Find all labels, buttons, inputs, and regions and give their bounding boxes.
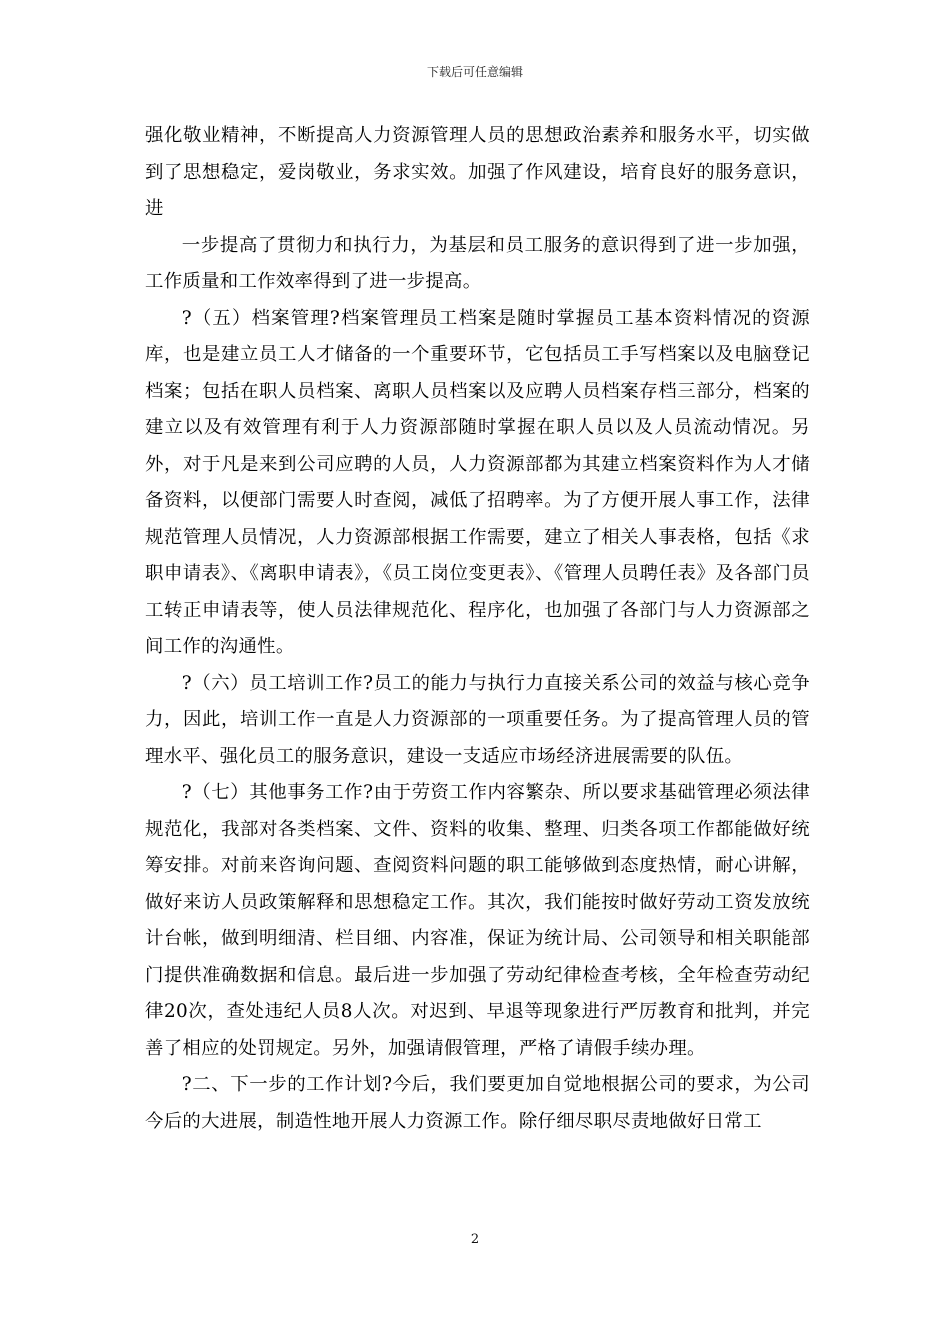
paragraph-staff-training: ?（六）员工培训工作?员工的能力与执行力直接关系公司的效益与核心竞争力，因此，培训工作一直是人力资源部的一项重要任务。为了提高管理人员的管理水平、强化员工的服务意识，建设一支适应市场经济进展需要的队伍。 xyxy=(145,672,810,767)
paragraph-service-awareness: 一步提高了贯彻力和执行力，为基层和员工服务的意识得到了进一步加强，工作质量和工作效率得到了进一步提高。 xyxy=(145,234,810,292)
paragraph-other-affairs: ?（七）其他事务工作?由于劳资工作内容繁杂、所以要求基础管理必须法律规范化，我部对各类档案、文件、资料的收集、整理、归类各项工作都能做好统筹安排。对前来咨询问题、查阅资料问题的职工能够做到态度热情，耐心讲解，做好来访人员政策解释和思想稳定工作。其次，我们能按时做好劳动工资发放统计台帐，做到明细清、栏目细、内容准，保证为统计局、公司领导和相关职能部门提供准确数据和信息。最后进一步加强了劳动纪律检查考核，全年检查劳动纪律20次，查处违纪人员8人次。对迟到、早退等现象进行严厉教育和批判，并完善了相应的处罚规定。另外，加强请假管理，严格了请假手续办理。 xyxy=(145,782,810,1059)
paragraph-next-plan: ?二、下一步的工作计划?今后，我们要更加自觉地根据公司的要求，为公司今后的大进展，制造性地开展人力资源工作。除仔细尽职尽责地做好日常工 xyxy=(145,1074,810,1132)
paragraph-archive-management: ?（五）档案管理?档案管理员工档案是随时掌握员工基本资料情况的资源库，也是建立员工人才储备的一个重要环节，它包括员工手写档案以及电脑登记档案；包括在职人员档案、离职人员档案以及应聘人员档案存档三部分，档案的建立以及有效管理有利于人力资源部随时掌握在职人员以及人员流动情况。另外，对于凡是来到公司应聘的人员，人力资源部都为其建立档案资料作为人才储备资料，以便部门需要人时查阅，减低了招聘率。为了方便开展人事工作，法律规范管理人员情况，人力资源部根据工作需要，建立了相关人事表格，包括《求职申请表》、《离职申请表》，《员工岗位变更表》、《管理人员聘任表》及各部门员工转正申请表等，使人员法律规范化、程序化，也加强了各部门与人力资源部之间工作的沟通性。 xyxy=(145,307,810,657)
paragraph-continuation: 强化敬业精神，不断提高人力资源管理人员的思想政治素养和服务水平，切实做到了思想稳定，爱岗敬业，务求实效。加强了作风建设，培育良好的服务意识，进 xyxy=(145,125,810,219)
document-body xyxy=(145,118,810,1140)
page-number: 2 xyxy=(470,1232,480,1247)
page-header: 下载后可任意编辑 xyxy=(426,65,523,79)
